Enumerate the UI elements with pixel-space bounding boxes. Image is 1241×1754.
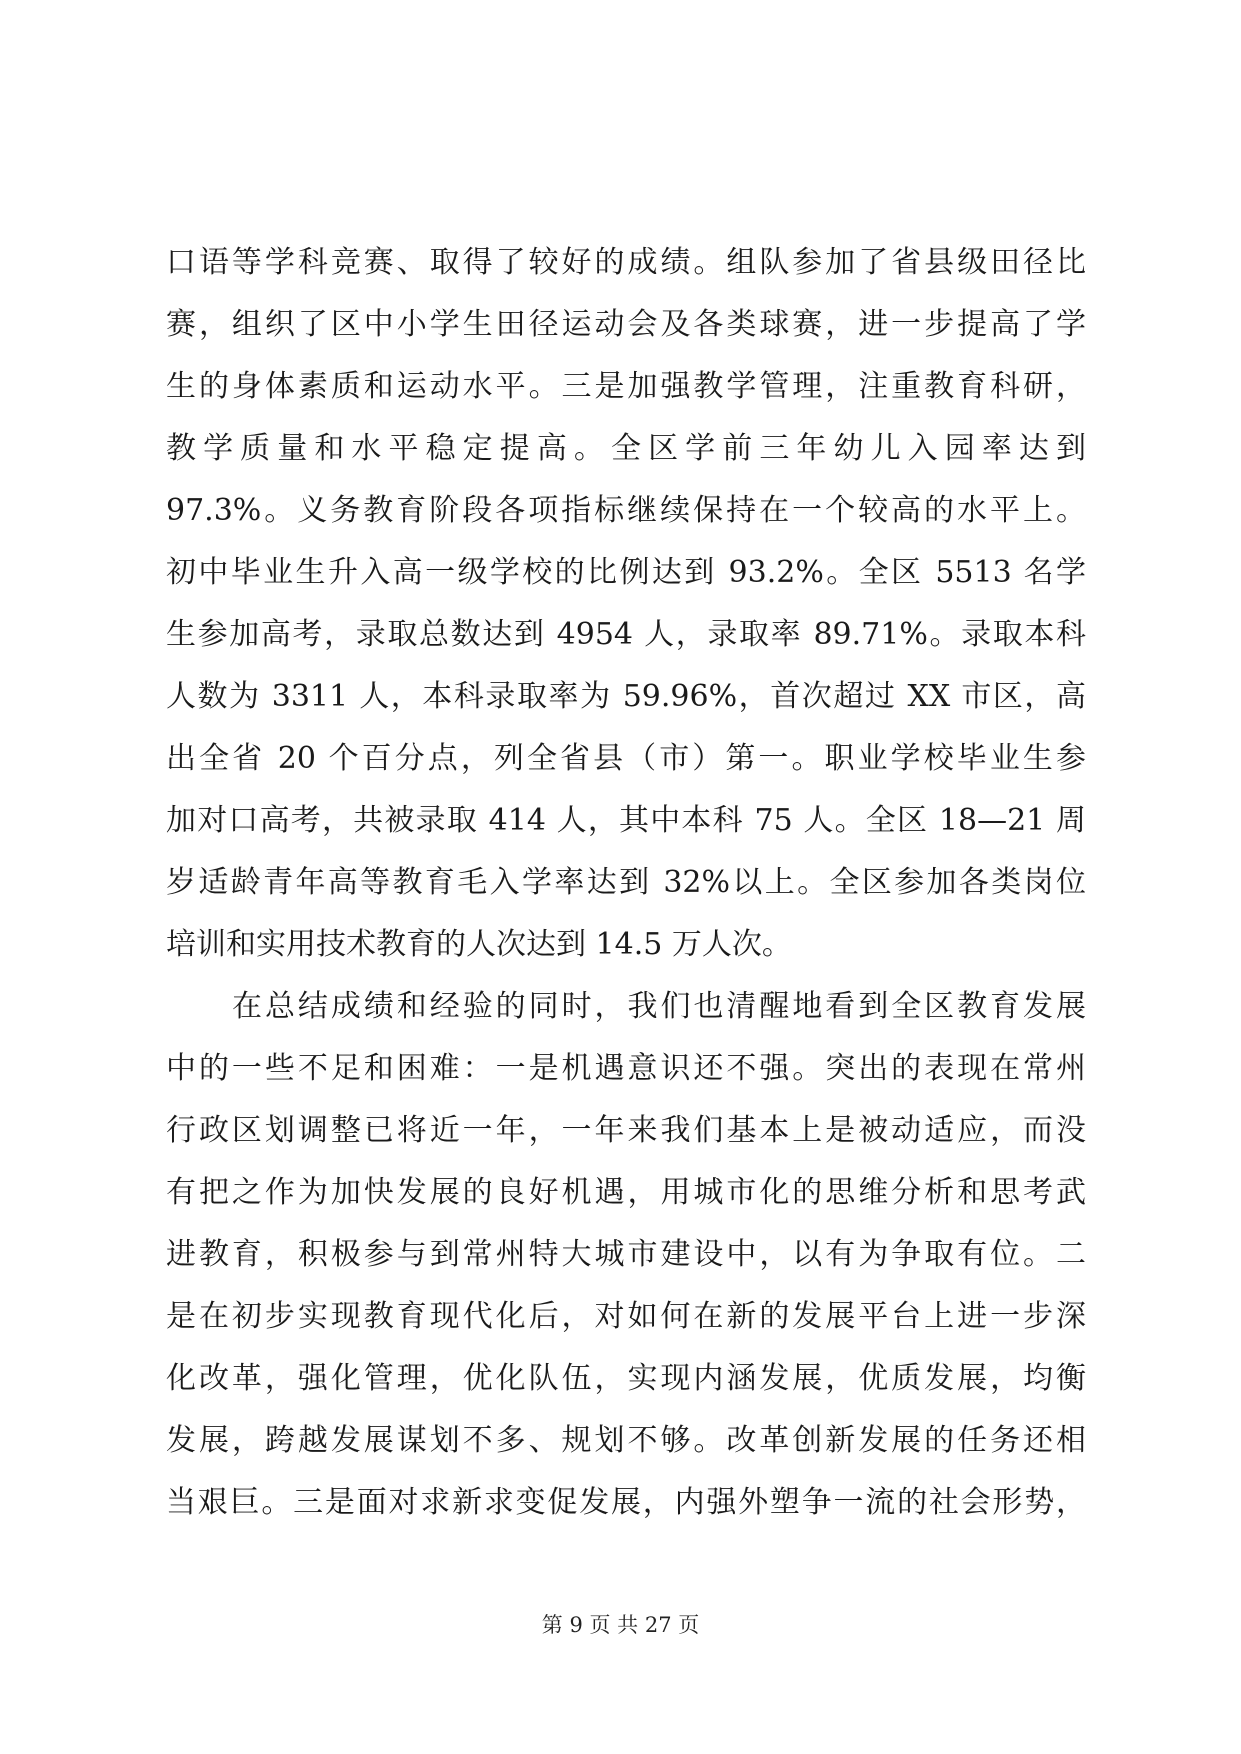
- text-line: 在总结成绩和经验的同时，我们也清醒地看到全区教育发展: [232, 989, 1086, 1024]
- paragraph-1: [166, 232, 1086, 976]
- paragraph-2: [166, 976, 1086, 1534]
- text-line: 发展，跨越发展谋划不多、规划不够。改革创新发展的任务还相: [166, 1423, 1086, 1458]
- text-line: 97.3%。义务教育阶段各项指标继续保持在一个较高的水平上。: [166, 493, 1086, 528]
- text-line: 加对口高考，共被录取 414 人，其中本科 75 人。全区 18—21 周: [166, 803, 1086, 838]
- text-line: 出全省 20 个百分点，列全省县（市）第一。职业学校毕业生参: [166, 741, 1086, 776]
- text-line: 口语等学科竞赛、取得了较好的成绩。组队参加了省县级田径比: [166, 245, 1086, 280]
- text-line: 人数为 3311 人，本科录取率为 59.96%，首次超过 XX 市区，高: [166, 679, 1086, 714]
- body-text: [166, 232, 1086, 1534]
- text-line: 初中毕业生升入高一级学校的比例达到 93.2%。全区 5513 名学: [166, 555, 1086, 590]
- text-line: 教学质量和水平稳定提高。全区学前三年幼儿入园率达到: [166, 431, 1086, 466]
- text-line: 有把之作为加快发展的良好机遇，用城市化的思维分析和思考武: [166, 1175, 1086, 1210]
- text-line: 是在初步实现教育现代化后，对如何在新的发展平台上进一步深: [166, 1299, 1086, 1334]
- text-line: 当艰巨。三是面对求新求变促发展，内强外塑争一流的社会形势，: [166, 1485, 1086, 1520]
- text-line: 岁适龄青年高等教育毛入学率达到 32%以上。全区参加各类岗位: [166, 865, 1086, 900]
- text-line: 化改革，强化管理，优化队伍，实现内涵发展，优质发展，均衡: [166, 1361, 1086, 1396]
- text-line: 生参加高考，录取总数达到 4954 人，录取率 89.71%。录取本科: [166, 617, 1086, 652]
- text-line: 中的一些不足和困难：一是机遇意识还不强。突出的表现在常州: [166, 1051, 1086, 1086]
- text-line: 生的身体素质和运动水平。三是加强教学管理，注重教育科研，: [166, 369, 1086, 404]
- text-line: 进教育，积极参与到常州特大城市建设中，以有为争取有位。二: [166, 1237, 1086, 1272]
- page-number: 第 9 页 共 27 页: [541, 1613, 700, 1637]
- text-line: 赛，组织了区中小学生田径运动会及各类球赛，进一步提高了学: [166, 307, 1086, 342]
- text-line: 培训和实用技术教育的人次达到 14.5 万人次。: [166, 927, 792, 962]
- text-line: 行政区划调整已将近一年，一年来我们基本上是被动适应，而没: [166, 1113, 1086, 1148]
